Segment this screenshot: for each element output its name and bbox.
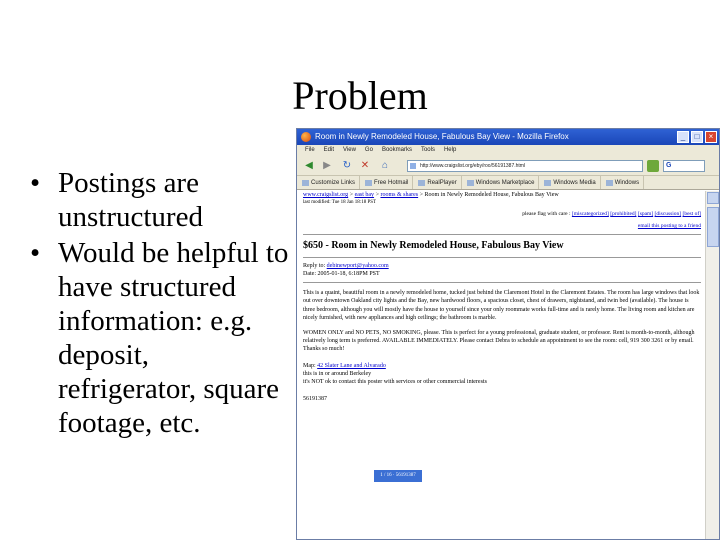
menu-file[interactable]: File (305, 147, 315, 153)
menu-view[interactable]: View (343, 147, 356, 153)
menu-help[interactable]: Help (443, 147, 457, 153)
bullet-list (30, 166, 292, 442)
search-box[interactable] (663, 160, 705, 172)
menu-go[interactable]: Go (364, 147, 373, 153)
menu-bookmarks[interactable]: Bookmarks (381, 147, 412, 153)
posting-date: Date: 2005-01-18, 6:18PM PST (303, 271, 380, 277)
firefox-icon (301, 132, 311, 142)
map-line (303, 362, 701, 370)
flag-link[interactable]: [spam] (637, 211, 654, 217)
breadcrumb-site-link[interactable]: www.craigslist.org (303, 192, 349, 198)
breadcrumb-area-link[interactable]: east bay (354, 192, 375, 198)
reply-label: Reply to: (303, 263, 326, 269)
menu-bar (297, 145, 719, 156)
flag-link[interactable]: [miscategorized] (571, 211, 609, 217)
flag-link[interactable]: [best of] (682, 211, 701, 217)
flag-prefix: please flag with care : (522, 211, 571, 217)
map-link[interactable]: 42 Slater Lane and Alvarado (317, 362, 386, 369)
menu-tools[interactable]: Tools (420, 147, 435, 153)
address-bar[interactable] (407, 160, 643, 172)
page-content (303, 191, 701, 540)
divider (303, 257, 701, 258)
divider (303, 282, 701, 283)
bullet-item: • Postings are unstructured (30, 167, 203, 233)
bullet-text: Would be helpful to have structured information: e.g. deposit, refrigerator, square footage, etc. (58, 237, 289, 439)
bookmark-item[interactable]: Windows Marketplace (466, 176, 540, 189)
flag-link[interactable]: [prohibited] (610, 211, 637, 217)
stop-icon[interactable]: ✕ (360, 160, 370, 171)
browser-window (296, 128, 720, 540)
notice-text: it's NOT ok to contact this poster with services or other commercial interests (303, 378, 487, 385)
location-text: this is in or around Berkeley (303, 370, 372, 377)
go-button[interactable] (647, 160, 659, 172)
slide-title: Problem (292, 73, 428, 118)
breadcrumb-category-link[interactable]: rooms & shares (380, 192, 419, 198)
menu-edit[interactable]: Edit (323, 147, 335, 153)
google-icon: G (666, 162, 672, 169)
bookmark-item[interactable]: Free Hotmail (364, 176, 413, 189)
bookmarks-toolbar (297, 176, 719, 190)
window-controls (677, 131, 717, 143)
scroll-up-icon[interactable] (707, 192, 719, 204)
email-friend-link[interactable]: email this posting to a friend (637, 223, 701, 229)
bookmark-item[interactable]: Windows (605, 176, 644, 189)
bookmark-item[interactable]: Customize Links (301, 176, 360, 189)
home-icon[interactable]: ⌂ (381, 160, 389, 171)
back-icon[interactable]: ◀ (305, 160, 313, 171)
last-modified: last modified: Tue 18 Jan 18:18 PST (303, 200, 377, 205)
divider (303, 234, 701, 235)
forward-icon[interactable]: ▶ (323, 160, 331, 171)
page-icon (410, 163, 416, 169)
bookmark-item[interactable]: RealPlayer (417, 176, 461, 189)
minimize-button[interactable]: _ (677, 131, 689, 143)
description-paragraph: This is a quaint, beautiful room in a newly remodeled home, tucked just behind the Claremont Hotel in the Claremont Estates. The room has large windows that look out over downtown Oakland city lights and the Bay, new hardwood floors, a spacious closet, chest of drawers, nightstand, and twin bed (available). The house is three bedroom, although you will mostly have the house to yourself since your only roommate works full-time and is rarely home. The living room and kitchen are nicely furnished, with new appliances and high ceilings; the bathroom is marble. (303, 290, 700, 322)
reply-email-link[interactable]: debinewport@yahoo.com (326, 263, 389, 269)
reply-line (303, 262, 701, 270)
address-text: http://www.craigslist.org/eby/roo/56191387.html (420, 163, 526, 169)
flag-link[interactable]: [discussion] (654, 211, 682, 217)
scroll-thumb[interactable] (707, 207, 719, 247)
flag-line (303, 210, 701, 218)
posting-id: 56191387 (303, 395, 327, 402)
window-title: Room in Newly Remodeled House, Fabulous Bay View - Mozilla Firefox (315, 132, 569, 141)
maximize-button[interactable]: □ (691, 131, 703, 143)
reload-icon[interactable]: ↻ (342, 160, 352, 171)
posting-title: $650 - Room in Newly Remodeled House, Fabulous Bay View (303, 240, 564, 251)
bookmark-item[interactable]: Windows Media (543, 176, 600, 189)
map-label: Map: (303, 362, 316, 369)
breadcrumb-current: Room in Newly Remodeled House, Fabulous Bay View (424, 192, 559, 198)
rules-paragraph: WOMEN ONLY and NO PETS, NO SMOKING, please. This is perfect for a young professional, graduate student, or professor. Rent is month-to-month, although relatively long term is preferred. AVAILABLE IMMEDIATELY. Please contact Debra to schedule an appointment to see the room: cell, 919 300 3261 or by email. (303, 329, 695, 345)
status-badge: 1 / 16 · 56191387 (374, 470, 422, 482)
close-button[interactable]: × (705, 131, 717, 143)
thanks-text: Thanks so much! (303, 346, 345, 353)
bullet-text: Postings are unstructured (58, 167, 203, 233)
vertical-scrollbar[interactable] (705, 191, 719, 540)
bullet-item: • Would be helpful to have structured information: e.g. deposit, refrigerator, square footage, etc. (30, 237, 289, 439)
navigation-toolbar (297, 156, 719, 176)
window-titlebar (297, 129, 719, 145)
breadcrumb: www.craigslist.org > east bay > rooms & shares > Room in Newly Remodeled House, Fabulous Bay View (303, 192, 559, 198)
